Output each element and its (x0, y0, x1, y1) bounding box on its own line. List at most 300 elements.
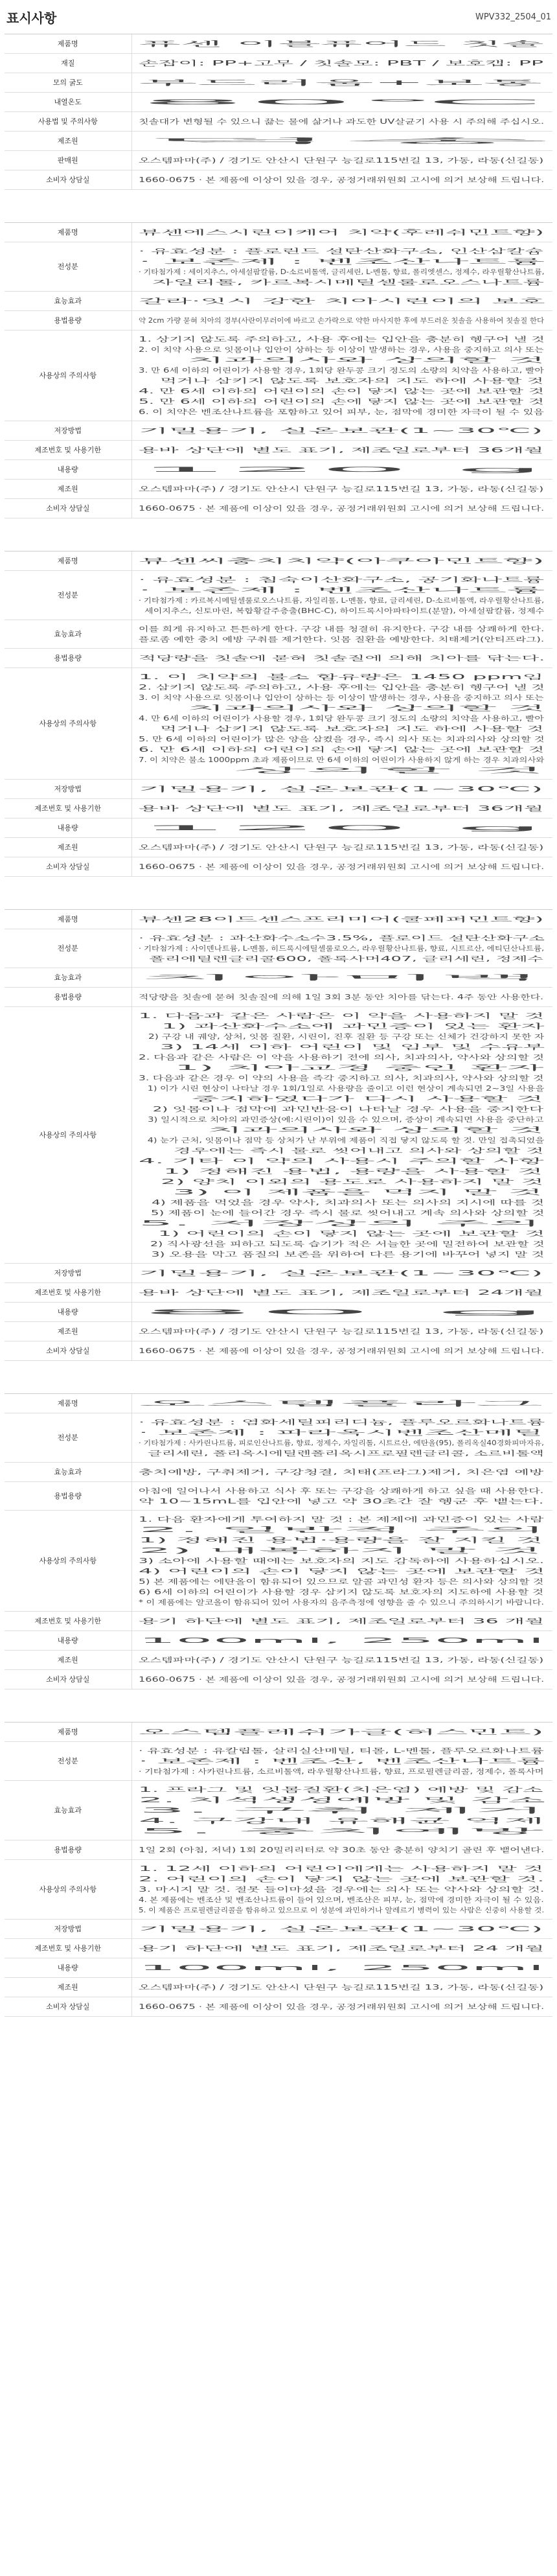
spec-row (5, 988, 552, 1007)
spec-row (5, 460, 552, 480)
spec-table-product (5, 34, 552, 190)
spec-value-line: 3) 소아에 사용할 때에는 보호자의 지도 감독하에 사용하십시오. (138, 1557, 544, 1565)
spec-row (5, 1958, 552, 1978)
product-sections (5, 34, 552, 2017)
spec-value (131, 1007, 552, 1264)
spec-value-line: 5) 본 제품에는 에탄올이 함유되어 있으므로 알콜 과민성 환자 등은 의사와 상의할 것 (138, 1577, 543, 1586)
spec-row (5, 1840, 552, 1860)
spec-label: 저장방법 (5, 780, 131, 799)
spec-row (5, 132, 552, 151)
spec-label: 소비자 상담실 (5, 1670, 131, 1689)
spec-value (131, 292, 552, 311)
spec-row (5, 857, 552, 877)
spec-label: 전성분 (5, 1413, 131, 1463)
spec-label: 소비자 상담실 (5, 499, 131, 518)
spec-value-line: 약 10~15mL를 입안에 넣고 약 30초간 잘 헹군 후 뱉는다. (138, 1497, 543, 1505)
spec-value-line: 7. 이 치약은 불소 1000ppm 초과 제품이므로 만 6세 이하의 어린이가 사용하지 않게 하는 경우 치과의사와 (138, 756, 544, 764)
spec-value-line: 오스템파마(주) / 경기도 안산시 단원구 능길로115번길 13, 가동, 라동(신길동) (138, 156, 543, 165)
spec-label: 용법용량 (5, 1840, 131, 1860)
spec-value-line: 오스템파마(주) / 경기도 안산시 단원구 능길로115번길 13, 가동, 라동(신길동) (138, 1656, 543, 1664)
spec-value-line: 기밀용기, 실온보관(1~30℃) (138, 1269, 543, 1277)
spec-value (131, 1723, 552, 1742)
spec-value-line: 퓨센 이블퓨어드 칫솔 (138, 40, 544, 48)
spec-label: 제조원 (5, 838, 131, 857)
spec-label: 전성분 (5, 242, 131, 292)
spec-value (131, 1920, 552, 1939)
spec-value-line: 플로좀 예한 충치 예방 구취를 제거한다. 잇몸 질환을 예방한다. 치태제거(안티프라그). (138, 635, 544, 644)
spec-value-line: 먹거나 삼키지 않도록 보호자의 지도 하에 사용할 것 (138, 725, 543, 733)
spec-value (131, 242, 552, 292)
spec-value-line: 1. 다음 환자에게 투여하지 말 것 : 본 제제에 과민증이 있는 사람 (138, 1515, 543, 1524)
spec-value-line: 120 g (138, 465, 545, 474)
spec-value-line: · 보존제 : 벤조산나트륨 (138, 586, 545, 594)
spec-label: 제품명 (5, 1723, 131, 1742)
spec-value (131, 1264, 552, 1283)
spec-value-line: 120 g (138, 824, 545, 832)
spec-value (131, 1978, 552, 1997)
spec-value (131, 1283, 552, 1303)
spec-label: 사용상의 주의사항 (5, 668, 131, 780)
spec-row (5, 1283, 552, 1303)
spec-value-line: 100ml, 250ml (138, 1964, 545, 1972)
spec-value-line: 적당량을 칫솔에 묻혀 칫솔질에 의해 치아를 닦는다. (138, 654, 545, 662)
spec-value (131, 170, 552, 190)
spec-value-line: · 기타첨가제 : 사카린나트륨, 피로인산나트륨, 향료, 정제수, 자일리톨, 시트르산, 에탄올(95), 폴리옥실40경화피마자유, (138, 1439, 544, 1447)
spec-row (5, 1939, 552, 1958)
spec-table-toothpaste-2 (5, 551, 552, 877)
spec-value-line: 용바 상단에 별도 표기, 제조일로부터 24개월 (138, 1288, 544, 1297)
spec-value-line: 뷰센씨충치치약(아쿠아민트향) (138, 557, 544, 565)
section-gap (5, 518, 552, 551)
spec-value-line: 이를 희게 유지하고 튼튼하게 한다. 구강 내를 청결히 유지한다. 구강 내를 상쾌하게 한다. (138, 625, 544, 633)
section-gap (5, 877, 552, 909)
spec-value-line: 치과의사와 상의할 것 (138, 356, 545, 364)
section-gap (5, 1689, 552, 1722)
spec-value-line: 6. 만 6세 이하의 어린이의 손에 닿지 않는 곳에 보관할 것 (138, 745, 544, 754)
spec-label: 사용법 및 주의사항 (5, 112, 131, 132)
spec-label: 내용량 (5, 1631, 131, 1651)
spec-row (5, 34, 552, 54)
spec-value-line: 갈라·잇시 강한 치아시린이의 보호 (138, 297, 545, 305)
spec-value-line: 중지하였다가 다시 사용할 것 (138, 1095, 543, 1103)
spec-table-mouthwash-2 (5, 1722, 552, 2017)
spec-value-line: 1. 상기지 않도록 주의하고, 사용 후에는 입안을 충분히 헹구어 낼 것 (138, 335, 545, 343)
spec-value-line: 적당량을 칫솔에 묻혀 칫솔질에 의해 1일 3회 3분 동안 치아를 닦는다. 4주 동안 사용한다. (138, 993, 543, 1001)
spec-value (131, 480, 552, 499)
spec-value-line: 5. 충치예방 (138, 1827, 543, 1835)
spec-row (5, 1007, 552, 1264)
spec-row (5, 1482, 552, 1511)
spec-row (5, 1322, 552, 1341)
spec-label: 제조원 (5, 480, 131, 499)
spec-row (5, 480, 552, 499)
spec-label: 제품명 (5, 223, 131, 242)
page-title: 표시사항 (6, 10, 57, 26)
section-gap (5, 190, 552, 222)
spec-value-line: 4) 눈가 근처, 잇몸이나 점막 등 상처가 난 부위에 제품이 직접 닿지 않도록 할 것. 만일 접촉되었을 (138, 1136, 544, 1144)
document-code: WPV332_2504_01 (475, 12, 551, 22)
spec-value (131, 1781, 552, 1840)
spec-value-line: 경우에는 즉시 물로 씻어내고 의사와 상의할 것 (138, 1146, 543, 1155)
spec-label: 저장방법 (5, 421, 131, 441)
spec-row (5, 929, 552, 968)
spec-value-line: 2) 양치 이외의 용도로 사용하지 말 것 (138, 1178, 543, 1186)
spec-value (131, 1958, 552, 1978)
spec-label: 저장방법 (5, 1920, 131, 1939)
spec-value (131, 499, 552, 518)
spec-label: 효능효과 (5, 292, 131, 311)
spec-value (131, 54, 552, 73)
spec-value-line: 3. 구취 제거 (138, 1806, 546, 1815)
spec-value-line: 4. 만 6세 이하의 어린이의 손이 닿지 않는 곳에 보관할 것 (138, 387, 544, 395)
spec-value (131, 799, 552, 818)
spec-table-mouthwash-1 (5, 1393, 552, 1689)
spec-value-line: 아침에 일어나서 사용하고 식사 후 또는 구강을 상쾌하게 하고 싶을 때 사용한다. (138, 1487, 543, 1495)
spec-value-line: 4) 제품을 먹었을 경우 약사, 치과의사 또는 의사의 지시에 따를 것 (138, 1198, 544, 1207)
spec-label: 내용량 (5, 818, 131, 838)
spec-value-line: 용바 상단에 별도 표기, 제조일로부터 36개월 (138, 804, 544, 813)
spec-value-line: · 유효성분 : 유칼립톨, 살리실산메틸, 티몰, L-멘톨, 플루오르화나트륨 (138, 1746, 544, 1755)
spec-row (5, 910, 552, 929)
spec-value-line: 2) 직사광선을 피하고 되도록 습기가 적은 서늘한 곳에 밀전하여 보관할 것 (138, 1240, 545, 1248)
spec-label: 제조원 (5, 132, 131, 151)
spec-value-line: · 유효성분 : 염화세틸피리디늄, 플루오르화나트륨 (138, 1418, 545, 1426)
spec-value (131, 1840, 552, 1860)
spec-row (5, 668, 552, 780)
spec-value-line: 오스템파마(주) / 경기도 안산시 단원구 능길로115번길 13, 가동, 라동(신길동) (138, 1983, 543, 1991)
spec-row (5, 1651, 552, 1670)
spec-value (131, 620, 552, 649)
spec-value (131, 1631, 552, 1651)
spec-label: 제조번호 및 사용기한 (5, 799, 131, 818)
spec-value (131, 838, 552, 857)
spec-label: 판매원 (5, 151, 131, 170)
spec-value-line: 손잡이: PP+고무 / 칫솔모: PBT / 보호캡: PP (138, 59, 543, 67)
spec-value (131, 1413, 552, 1463)
spec-value-line: 5. 저장상의 주의 (138, 1219, 542, 1227)
spec-row (5, 1463, 552, 1482)
spec-value-line: 4. 만 6세 이하의 어린이가 사용할 경우, 1회당 완두콩 크기 정도의 소량의 치약을 사용하고, 빨아 (138, 714, 544, 723)
spec-value-line: 용기 하단에 별도 표기, 제조일로부터 24 개월 (138, 1944, 544, 1953)
spec-row (5, 311, 552, 331)
spec-value-line: 1) 과산화수소에 과민증이 있는 환자 (138, 1022, 545, 1030)
spec-value-line: 상의할 것 (138, 766, 546, 774)
spec-value-line: 5. 만 6세 이하의 어린이의 손에 닿지 않는 곳에 보관할 것 (138, 397, 544, 406)
spec-row (5, 1670, 552, 1689)
spec-value-line: 2) 구강 내 궤양, 상처, 잇몸 질환, 시린이, 진후 질환 등 구강 또는 신체가 건강하지 못한 자 (138, 1032, 544, 1041)
spec-row (5, 73, 552, 93)
spec-value-line: · 보존제 : 벤조산나트륨 (138, 257, 545, 266)
spec-label: 전성분 (5, 1742, 131, 1781)
spec-row (5, 331, 552, 421)
spec-row (5, 421, 552, 441)
spec-value (131, 441, 552, 460)
spec-table-toothpaste-1 (5, 222, 552, 518)
spec-value-line: 3. 만 6세 이하의 어린이가 사용할 경우, 1회당 완두콩 크기 정도의 소량의 치약을 사용하고, 빨아 (138, 366, 544, 375)
spec-value (131, 649, 552, 668)
spec-value-line: 2. 삼키지 않도록 주의하고, 사용 후에는 입안을 충분히 헹구어 낼 것 (138, 683, 545, 691)
spec-value-line: 3) 일시적으로 치아의 과민증상(예:시린이)이 있을 수 있으며, 증상이 계속되면 사용을 중단하고 (138, 1115, 543, 1124)
spec-value-line: 오스템파마(주) / 경기도 안산시 단원구 능길로115번길 13, 가동, 라동(신길동) (138, 843, 543, 852)
spec-value-line: 1. 이 치약의 불소 함유량은 1450 ppm임 (138, 673, 544, 681)
spec-row (5, 151, 552, 170)
spec-label: 내용량 (5, 460, 131, 480)
spec-value-line: 3. 다음과 같은 경우 이 약의 사용을 즉각 중지하고 의사, 치과의사, 약사와 상의할 것 (138, 1074, 543, 1082)
spec-value-line: 1) 어린이의 손이 닿지 않는 곳에 보관할 것 (138, 1229, 545, 1238)
spec-value-line: 1660-0675 · 본 제품에 이상이 있을 경우, 공정거래위원회 고시에 의거 보상해 드립니다. (138, 1675, 544, 1684)
spec-value-line: 부드러움+보통 (138, 78, 542, 87)
spec-row (5, 649, 552, 668)
spec-label: 제조원 (5, 1978, 131, 1997)
spec-label: 소비자 상담실 (5, 857, 131, 877)
spec-label: 용법용량 (5, 988, 131, 1007)
spec-value (131, 93, 552, 112)
spec-value-line: 1) 이가 시린 현상이 나타날 경우 1회/1일로 사용량을 줄이고 이런 현상이 계속되면 2~3일 사용을 (138, 1084, 544, 1093)
spec-value-line: 2. 이 치약 사용으로 잇몸이나 입안이 상하는 등 이상이 발생하는 경우, 사용을 중지하고 의사 또는 (138, 345, 544, 354)
spec-row (5, 1341, 552, 1361)
spec-value-line: 1660-0675 · 본 제품에 이상이 있을 경우, 공정거래위원회 고시에 의거 보상해 드립니다. (138, 2002, 544, 2011)
spec-value-line: 1. 12세 이하의 어린이에게는 사용하지 말 것 (138, 1864, 543, 1873)
spec-value (131, 331, 552, 421)
spec-value (131, 1997, 552, 2017)
spec-value-line: · 유효성분 : 침숙이산화구소, 공기화나트륨 (138, 575, 544, 584)
spec-row (5, 242, 552, 292)
spec-row (5, 1997, 552, 2017)
spec-value-line: 세이지추스, 신토마린, 복합황갈주층출(BHC-C), 하이드록시아파타이트(분말), 아세설팜칼륨, 정제수 (138, 607, 544, 615)
spec-value-line: 1) 치아교정 중인 환자 (138, 1063, 544, 1072)
spec-value-line: 오스템파마(주) / 경기도 안산시 단원구 능길로115번길 13, 가동, 라동(신길동) (138, 485, 543, 493)
spec-value-line: 5. 이 제품은 프로필렌글리콜을 함유하고 있으므로 이 성분에 과민하거나 알레르기 병력이 있는 사람은 신중히 사용할 것. (138, 1906, 544, 1914)
spec-label: 효능효과 (5, 620, 131, 649)
spec-label: 사용상의 주의사항 (5, 1007, 131, 1264)
spec-value-line: 1) 정해진 용법, 용량을 사용할 것 (138, 1167, 543, 1176)
spec-value (131, 857, 552, 877)
spec-value-line: 먹거나 삼키지 않도록 보호자의 지도 하에 사용할 것 (138, 377, 543, 385)
spec-value (131, 968, 552, 988)
spec-value-line: 4. 본 제품에는 벤조산 및 벤조산나트륨이 들어 있으며, 벤조산은 피부, 눈, 점막에 경미한 자극이 될 수 있음. (138, 1896, 544, 1904)
spec-row (5, 968, 552, 988)
spec-value-line: 오스템파마(주) / 경기도 안산시 단원구 능길로115번길 13, 가동, 라동(신길동) (138, 1327, 543, 1336)
spec-value-line: 80℃ (138, 98, 547, 106)
spec-value (131, 1303, 552, 1322)
spec-value (131, 1651, 552, 1670)
spec-value (131, 1341, 552, 1361)
spec-label: 제조번호 및 사용기한 (5, 441, 131, 460)
spec-value-line: · 유효성분 : 플로린드 설탄산화구소, 인산삼칼슘 (138, 247, 543, 255)
spec-label: 제조번호 및 사용기한 (5, 1283, 131, 1303)
spec-row (5, 620, 552, 649)
spec-value (131, 988, 552, 1007)
spec-value (131, 112, 552, 132)
spec-value-line: · 기타첨가제 : 사카린나트륨, 소르비톨액, 라우릴황산나트륨, 향료, 프로필렌글리콜, 정제수, 폴록사머 (138, 1767, 544, 1776)
spec-value-line: 뷰센28이드센스프리미어(쿨페퍼민트향) (138, 915, 543, 923)
spec-value-line: 치과의사와 상의할 것 (138, 704, 545, 712)
spec-value-line: 기밀용기, 실온보관(1~30℃) (138, 785, 543, 793)
spec-value-line: 자일리톨, 카르복시메틸셀룰로오스나트륨 (138, 278, 544, 286)
spec-row (5, 1413, 552, 1463)
spec-label: 내용량 (5, 1958, 131, 1978)
spec-value-line: 3) 오용을 막고 품질의 보존을 위하여 다른 용기에 바꾸어 넣지 말 것 (138, 1250, 544, 1259)
spec-label: 사용상의 주의사항 (5, 331, 131, 421)
spec-value-line: 2. 어린이의 손이 닿지 않는 곳에 보관할 것. (138, 1875, 544, 1883)
spec-value-line: 2) 내복하지 말 것 (138, 1546, 542, 1555)
spec-value-line: 6) 6세 이하의 어린이가 사용할 경우 삼키지 않도록 보호자의 지도하에 사용할 것 (138, 1588, 543, 1596)
spec-row (5, 292, 552, 311)
spec-value (131, 132, 552, 151)
spec-value (131, 460, 552, 480)
spec-label: 용법용량 (5, 649, 131, 668)
spec-value (131, 1322, 552, 1341)
spec-value-line: 3) 이 제품을 먹지 말 것 (138, 1188, 543, 1196)
spec-value-line: 덕송 (138, 137, 550, 145)
spec-row (5, 1742, 552, 1781)
spec-value-line: 용바 상단에 별도 표기, 제조일로부터 36개월 (138, 446, 544, 454)
spec-value (131, 818, 552, 838)
spec-value-line: 용기 하단에 별도 표기, 제조일로부터 36 개월 (138, 1617, 544, 1625)
spec-label: 사용상의 주의사항 (5, 1511, 131, 1612)
spec-value-line: 오스템플레쉬가글(허스민트) (138, 1728, 544, 1736)
spec-value (131, 421, 552, 441)
spec-value (131, 668, 552, 780)
spec-value (131, 1394, 552, 1413)
spec-value-line: 1660-0675 · 본 제품에 이상이 있을 경우, 공정거래위원회 고시에 의거 보상해 드립니다. (138, 504, 544, 513)
spec-value-line: 3. 마시지 말 것. 절못 들이마셨을 경우에는 의사 또는 약사와 상의할 것. (138, 1885, 544, 1894)
spec-value-line: 칫솔대가 변형될 수 있으니 끓는 물에 삶거나 과도한 UV살균기 사용 시 주의해 주십시오. (138, 117, 544, 126)
spec-row (5, 93, 552, 112)
spec-label: 사용상의 주의사항 (5, 1860, 131, 1920)
spec-label: 용법용량 (5, 1482, 131, 1511)
spec-value (131, 1482, 552, 1511)
spec-value (131, 1511, 552, 1612)
spec-row (5, 1920, 552, 1939)
spec-value-line: 5) 제품이 눈에 들어간 경우 즉시 물로 씻어내고 계속 의사와 상의할 것 (138, 1209, 545, 1217)
spec-label: 제품명 (5, 34, 131, 54)
spec-value-line: 충치예방, 구취제거, 구강청결, 치태(프라그)제거, 치은염 예방 (138, 1468, 543, 1476)
spec-row (5, 799, 552, 818)
spec-value-line: 기밀용기, 실온보관(1~30℃) (138, 426, 543, 435)
spec-value-line: · 기타첨가제 : 사이덴나트륨, L-멘톨, 히드록시에틸셀룰로오스, 라우릴황산나트륨, 향료, 시트르산, 에티딘산나트륨, (138, 944, 544, 953)
spec-value-line: · 유효성분 : 과산화수소수3.5%, 플로이드 설탄산화구소 (138, 934, 545, 942)
spec-row (5, 1264, 552, 1283)
spec-row (5, 1612, 552, 1631)
spec-value (131, 551, 552, 571)
spec-value-line: 치과의사와 상의할 것 (138, 1126, 544, 1134)
spec-row (5, 170, 552, 190)
spec-row (5, 571, 552, 620)
section-gap (5, 1361, 552, 1393)
spec-row (5, 551, 552, 571)
spec-row (5, 441, 552, 460)
spec-value (131, 571, 552, 620)
spec-value-line: 1660-0675 · 본 제품에 이상이 있을 경우, 공정거래위원회 고시에 의거 보상해 드립니다. (138, 863, 544, 871)
spec-row (5, 1781, 552, 1840)
spec-value-line: 3. 이 치약 사용으로 잇몸이나 입안이 상하는 등 이상이 발생하는 경우, 사용을 중지하고 의사 또는 (138, 693, 544, 702)
spec-value-line: · 보존제 : 벤조산, 벤조산나트륨 (138, 1757, 545, 1765)
spec-value-line: 1. 프라그 및 잇몸질환(치은염) 예방 및 감소 (138, 1785, 543, 1794)
spec-value (131, 1939, 552, 1958)
spec-value (131, 311, 552, 331)
spec-value-line: 100ml, 250ml (138, 1636, 545, 1645)
spec-value-line: 2. 일반적 주의 (138, 1526, 547, 1534)
spec-value-line: · 기타첨가제 : 카르복시메틸셀룰로오스나트륨, 자일리톨, L-멘톨, 향료, 글리세린, D-소르비톨액, 라우릴황산나트륨, (138, 596, 544, 605)
spec-value-line: 4. 구강내 유해균 억제 (138, 1816, 545, 1825)
spec-row (5, 780, 552, 799)
spec-label: 내열온도 (5, 93, 131, 112)
spec-value (131, 73, 552, 93)
spec-value-line: 기밀용기, 실온보관(1~30℃) (138, 1925, 543, 1933)
spec-table-toothpaste-3 (5, 909, 552, 1361)
spec-value-line: 2. 다음과 같은 사람은 이 약을 사용하기 전에 의사, 치과의사, 약사와 상의할 것 (138, 1053, 544, 1062)
spec-label: 효능효과 (5, 1463, 131, 1482)
spec-value-line: 1) 정해진 용법·용량을 잘 지킬 것 (138, 1536, 543, 1544)
spec-row (5, 1303, 552, 1322)
spec-label: 내용량 (5, 1303, 131, 1322)
spec-value-line: 3) 14세 이하 어린이 및 임부 및 수유부 (138, 1043, 545, 1051)
spec-value (131, 223, 552, 242)
spec-value (131, 1463, 552, 1482)
spec-value-line: 1660-0675 · 본 제품에 이상이 있을 경우, 공정거래위원회 고시에 의거 보상해 드립니다. (138, 1347, 544, 1355)
spec-value-line: · 기타첨가제 : 세이지추스, 아세설팜칼륨, D-소르비톨액, 글리세린, L-멘톨, 향료, 폴리엣센스, 정제수, 라우릴황산나트륨, (138, 268, 544, 276)
spec-label: 전성분 (5, 929, 131, 968)
spec-row (5, 1631, 552, 1651)
spec-row (5, 499, 552, 518)
spec-label: 제조원 (5, 1651, 131, 1670)
spec-label: 저장방법 (5, 1264, 131, 1283)
spec-row (5, 223, 552, 242)
spec-label: 제품명 (5, 910, 131, 929)
spec-label: 제조번호 및 사용기한 (5, 1612, 131, 1631)
spec-label: 소비자 상담실 (5, 1341, 131, 1361)
spec-label: 용법용량 (5, 311, 131, 331)
spec-label: 재질 (5, 54, 131, 73)
spec-label: 소비자 상담실 (5, 1997, 131, 2017)
spec-label: 모의 굵도 (5, 73, 131, 93)
spec-row (5, 1723, 552, 1742)
spec-value-line: · 보존제 : 파라옥시벤조산메틸 (138, 1428, 543, 1437)
spec-value (131, 780, 552, 799)
spec-value-line: 오스템플라그 (138, 1399, 543, 1408)
spec-value-line: 1일 2회 (아침, 저녁) 1회 20밀리리터로 약 30초 동안 충분히 양치기 골린 후 뱉어낸다. (138, 1846, 544, 1854)
spec-label: 전성분 (5, 571, 131, 620)
spec-value-line: 80 g (138, 1308, 551, 1316)
spec-value-line: 4. 기타 이 약의 사용시 주의할 사항 (138, 1157, 544, 1165)
spec-value-line: 1. 다음과 같은 사람은 이 약을 사용하지 말 것 (138, 1012, 544, 1020)
spec-value-line: 1660-0675 · 본 제품에 이상이 있을 경우, 공정거래위원회 고시에 의거 보상해 드립니다. (138, 176, 544, 184)
spec-label: 소비자 상담실 (5, 170, 131, 190)
spec-label: 제조원 (5, 1322, 131, 1341)
page-header (5, 0, 552, 34)
spec-label: 효능효과 (5, 968, 131, 988)
spec-label: 효능효과 (5, 1781, 131, 1840)
spec-value-line: 폴리에틸렌글리콜600, 폴록사머407, 글리세린, 정제수 (138, 955, 543, 963)
spec-value (131, 1742, 552, 1781)
spec-row (5, 1860, 552, 1920)
spec-label: 제품명 (5, 551, 131, 571)
spec-value (131, 910, 552, 929)
spec-value (131, 151, 552, 170)
spec-value-line: 6. 이 치약은 벤조산나트륨을 포함하고 있어 피부, 눈, 점막에 경미한 자극이 될 수 있음 (138, 408, 544, 416)
spec-row (5, 1394, 552, 1413)
spec-value (131, 34, 552, 54)
spec-value-line: 약 2cm 가량 묻혀 치아의 경부(사란이무러이에 바르고 손가락으로 약한 마사지한 후에 부드러운 칫솔을 사용하여 칫솔질 한다 (138, 316, 544, 325)
spec-value-line: * 이 제품에는 알코올이 함유되어 있어 사용자의 음주측정에 영향을 줄 수 있으니 주의하시기 바랍니다. (138, 1598, 544, 1607)
spec-row (5, 112, 552, 132)
spec-value-line: 글리세린, 폴리옥시에틸렌폴리옥시프로필렌글리콜, 소르비톨액 (138, 1449, 544, 1457)
spec-value-line: 뷰센에스시린이케어 치약(후레쉬민트향) (138, 228, 544, 237)
spec-value (131, 1670, 552, 1689)
spec-value (131, 1612, 552, 1631)
spec-value-line: 2. 치석생성예방 및 감소 (138, 1796, 545, 1804)
